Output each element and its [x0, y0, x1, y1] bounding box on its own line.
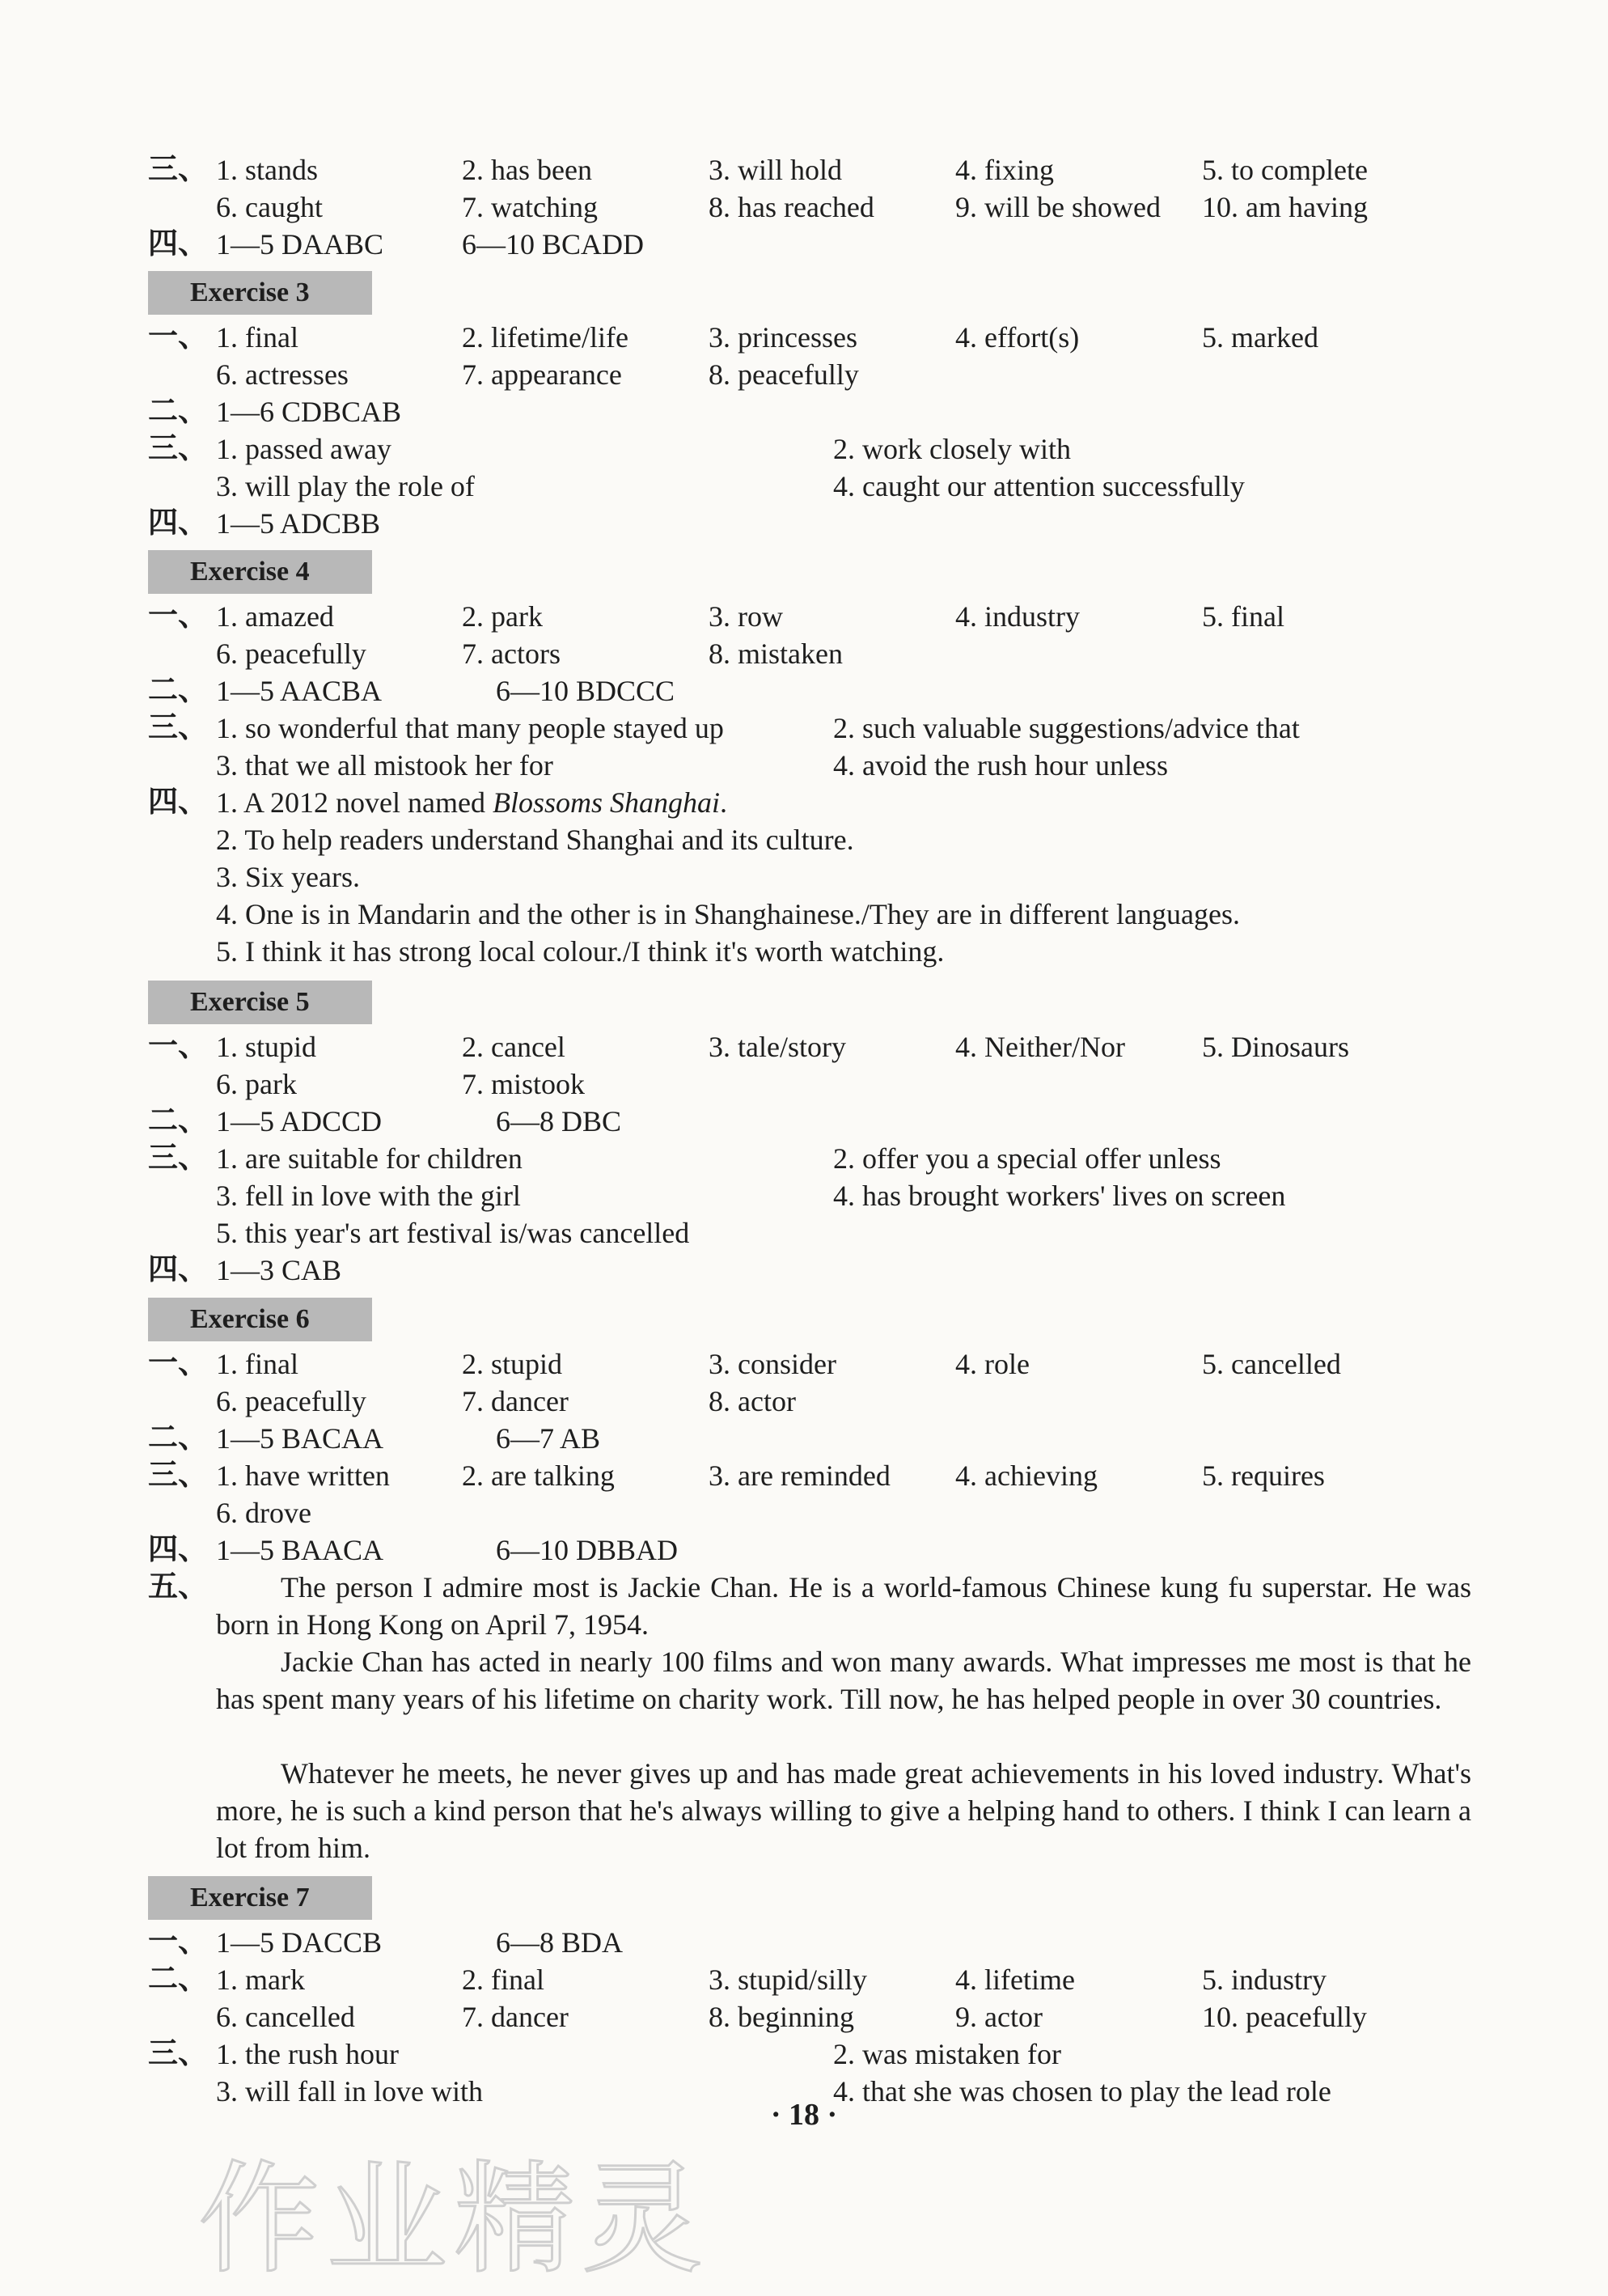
answer: 5. requires [1202, 1459, 1325, 1492]
essay-paragraph: Whatever he meets, he never gives up and has made great achievements in his loved industry. What's more, he is such a kind person that he's always willing to give a helping hand to others. I think I can learn a lot from him. [216, 1757, 1471, 1864]
answer: 1. the rush hour [216, 2038, 399, 2070]
watermark-logo: 作业精灵 [198, 2150, 710, 2290]
answer: 4. that she was chosen to play the lead role [833, 2075, 1331, 2107]
answer: 10. am having [1202, 191, 1368, 223]
answer: 3. tale/story [709, 1031, 846, 1063]
answer: 2. lifetime/life [462, 321, 628, 354]
answer: 3. stupid/silly [709, 1963, 868, 1996]
exercise-title: Exercise 6 [148, 1298, 372, 1341]
section-marker: 四、 [148, 1253, 208, 1286]
answer: 6. park [216, 1068, 297, 1100]
section-marker: 三、 [148, 1142, 208, 1175]
section-marker: 四、 [148, 786, 208, 819]
answer: 6—10 BDCCC [496, 675, 675, 707]
answer: 4. fixing [955, 154, 1054, 186]
answer: 1—5 ADCCD [216, 1105, 383, 1137]
answer: 4. avoid the rush hour unless [833, 749, 1168, 782]
answer: 1—5 DACCB [216, 1926, 383, 1959]
answer: 1—3 CAB [216, 1254, 342, 1286]
answer: 6—10 BCADD [462, 228, 645, 261]
answer: 1. final [216, 321, 298, 354]
answer: 7. actors [462, 638, 561, 670]
section-marker: 三、 [148, 711, 208, 744]
section-marker: 五、 [148, 1570, 208, 1603]
answer: 8. actor [709, 1385, 796, 1417]
answer: 1. passed away [216, 433, 391, 465]
section-marker: 一、 [148, 1347, 208, 1380]
answer: 1. so wonderful that many people stayed up [216, 712, 724, 744]
answer: 3. consider [709, 1348, 836, 1380]
answer: 5. final [1202, 600, 1284, 633]
answer: 6. actresses [216, 358, 349, 391]
answer: 6. caught [216, 191, 323, 223]
answer: 6. cancelled [216, 2001, 355, 2033]
answer: 4. has brought workers' lives on screen [833, 1180, 1286, 1212]
answer: 2. are talking [462, 1459, 615, 1492]
section-marker: 二、 [148, 1421, 208, 1455]
answer: 6—10 DBBAD [496, 1534, 679, 1566]
answer: 2. park [462, 600, 543, 633]
answer: 8. beginning [709, 2001, 854, 2033]
section-marker: 二、 [148, 1104, 208, 1137]
answer: 3. princesses [709, 321, 857, 354]
answer: 10. peacefully [1202, 2001, 1367, 2033]
answer: 1—5 ADCBB [216, 507, 381, 540]
answer: 5. Dinosaurs [1202, 1031, 1349, 1063]
answer-text: . [720, 786, 727, 819]
section-marker: 二、 [148, 1963, 208, 1996]
answer: 8. peacefully [709, 358, 859, 391]
answer: 4. achieving [955, 1459, 1098, 1492]
answer: 1—5 DAABC [216, 228, 384, 261]
answer: 1—5 BAACA [216, 1534, 384, 1566]
essay-paragraph: Jackie Chan has acted in nearly 100 films and won many awards. What impresses me most is that he has spent many years of his lifetime on charity work. Till now, he has helped people in over 30 countries. [216, 1646, 1471, 1715]
answer: 2. was mistaken for [833, 2038, 1061, 2070]
answer: 3. will hold [709, 154, 843, 186]
answer: 3. row [709, 600, 783, 633]
answer: 1. mark [216, 1963, 305, 1996]
answer: 7. dancer [462, 1385, 569, 1417]
answer: 7. dancer [462, 2001, 569, 2033]
answer: 1—5 AACBA [216, 675, 383, 707]
answer: 2. offer you a special offer unless [833, 1142, 1221, 1175]
answer: 9. will be showed [955, 191, 1161, 223]
answer: 5. I think it has strong local colour./I think it's worth watching. [216, 935, 945, 968]
section-marker: 一、 [148, 1030, 208, 1063]
answer: 4. One is in Mandarin and the other is in Shanghainese./They are in different languages. [216, 898, 1240, 930]
section-marker: 一、 [148, 1925, 208, 1959]
section-marker: 二、 [148, 395, 208, 428]
answer: 7. appearance [462, 358, 622, 391]
answer: 3. fell in love with the girl [216, 1180, 521, 1212]
answer: 1. have written [216, 1459, 390, 1492]
answer: 3. are reminded [709, 1459, 891, 1492]
answer: 9. actor [955, 2001, 1043, 2033]
answer: 4. industry [955, 600, 1081, 633]
exercise-title: Exercise 3 [148, 271, 372, 315]
exercise-title: Exercise 7 [148, 1876, 372, 1920]
answer: 5. cancelled [1202, 1348, 1341, 1380]
section-marker: 三、 [148, 432, 208, 465]
answer: 6. peacefully [216, 638, 366, 670]
section-marker: 四、 [148, 227, 208, 261]
answer: 5. this year's art festival is/was cancelled [216, 1217, 690, 1249]
answer: 4. lifetime [955, 1963, 1075, 1996]
answer: 1. stupid [216, 1031, 317, 1063]
section-marker: 四、 [148, 1533, 208, 1566]
answer: 6—8 DBC [496, 1105, 622, 1137]
answer: 1. final [216, 1348, 298, 1380]
answer: 2. such valuable suggestions/advice that [833, 712, 1300, 744]
answer-text: 1. A 2012 novel named [216, 786, 493, 819]
answer: 1—5 BACAA [216, 1422, 384, 1455]
answer: 2. has been [462, 154, 592, 186]
answer: 1. are suitable for children [216, 1142, 523, 1175]
answer: 2. stupid [462, 1348, 563, 1380]
section-marker: 一、 [148, 599, 208, 633]
essay-paragraph: The person I admire most is Jackie Chan. He is a world-famous Chinese kung fu superstar. He was born in Hong Kong on April 7, 1954. [216, 1571, 1471, 1641]
answer: 7. mistook [462, 1068, 586, 1100]
section-marker: 二、 [148, 674, 208, 707]
answer: 8. mistaken [709, 638, 843, 670]
section-marker: 三、 [148, 2037, 208, 2070]
answer: 6—7 AB [496, 1422, 601, 1455]
answer: 3. will fall in love with [216, 2075, 483, 2107]
answer: 5. marked [1202, 321, 1318, 354]
answer: 1. amazed [216, 600, 334, 633]
answer: 3. Six years. [216, 861, 360, 893]
answer: 3. will play the role of [216, 470, 475, 502]
answer: 4. effort(s) [955, 321, 1080, 354]
section-marker: 三、 [148, 1459, 208, 1492]
answer: 4. Neither/Nor [955, 1031, 1125, 1063]
answer: 5. industry [1202, 1963, 1327, 1996]
answer: 5. to complete [1202, 154, 1368, 186]
section-marker: 四、 [148, 506, 208, 540]
answer: 2. To help readers understand Shanghai and its culture. [216, 824, 854, 856]
answer: 1—6 CDBCAB [216, 396, 402, 428]
answer: 4. role [955, 1348, 1030, 1380]
answer: 3. that we all mistook her for [216, 749, 553, 782]
exercise-title: Exercise 5 [148, 981, 372, 1024]
answer: 7. watching [462, 191, 598, 223]
page-number: · 18 · [770, 2098, 838, 2132]
answer: 2. work closely with [833, 433, 1071, 465]
answer: 2. final [462, 1963, 544, 1996]
section-marker: 三、 [148, 153, 208, 186]
book-title: Blossoms Shanghai [492, 786, 720, 819]
answer: 6. peacefully [216, 1385, 366, 1417]
exercise-title: Exercise 4 [148, 550, 372, 594]
answer: 2. cancel [462, 1031, 565, 1063]
section-marker: 一、 [148, 320, 208, 354]
answer: 4. caught our attention successfully [833, 470, 1245, 502]
answer: 6—8 BDA [496, 1926, 624, 1959]
answer: 1. stands [216, 154, 318, 186]
answer: 6. drove [216, 1497, 311, 1529]
answer: 8. has reached [709, 191, 874, 223]
answer [216, 784, 727, 821]
